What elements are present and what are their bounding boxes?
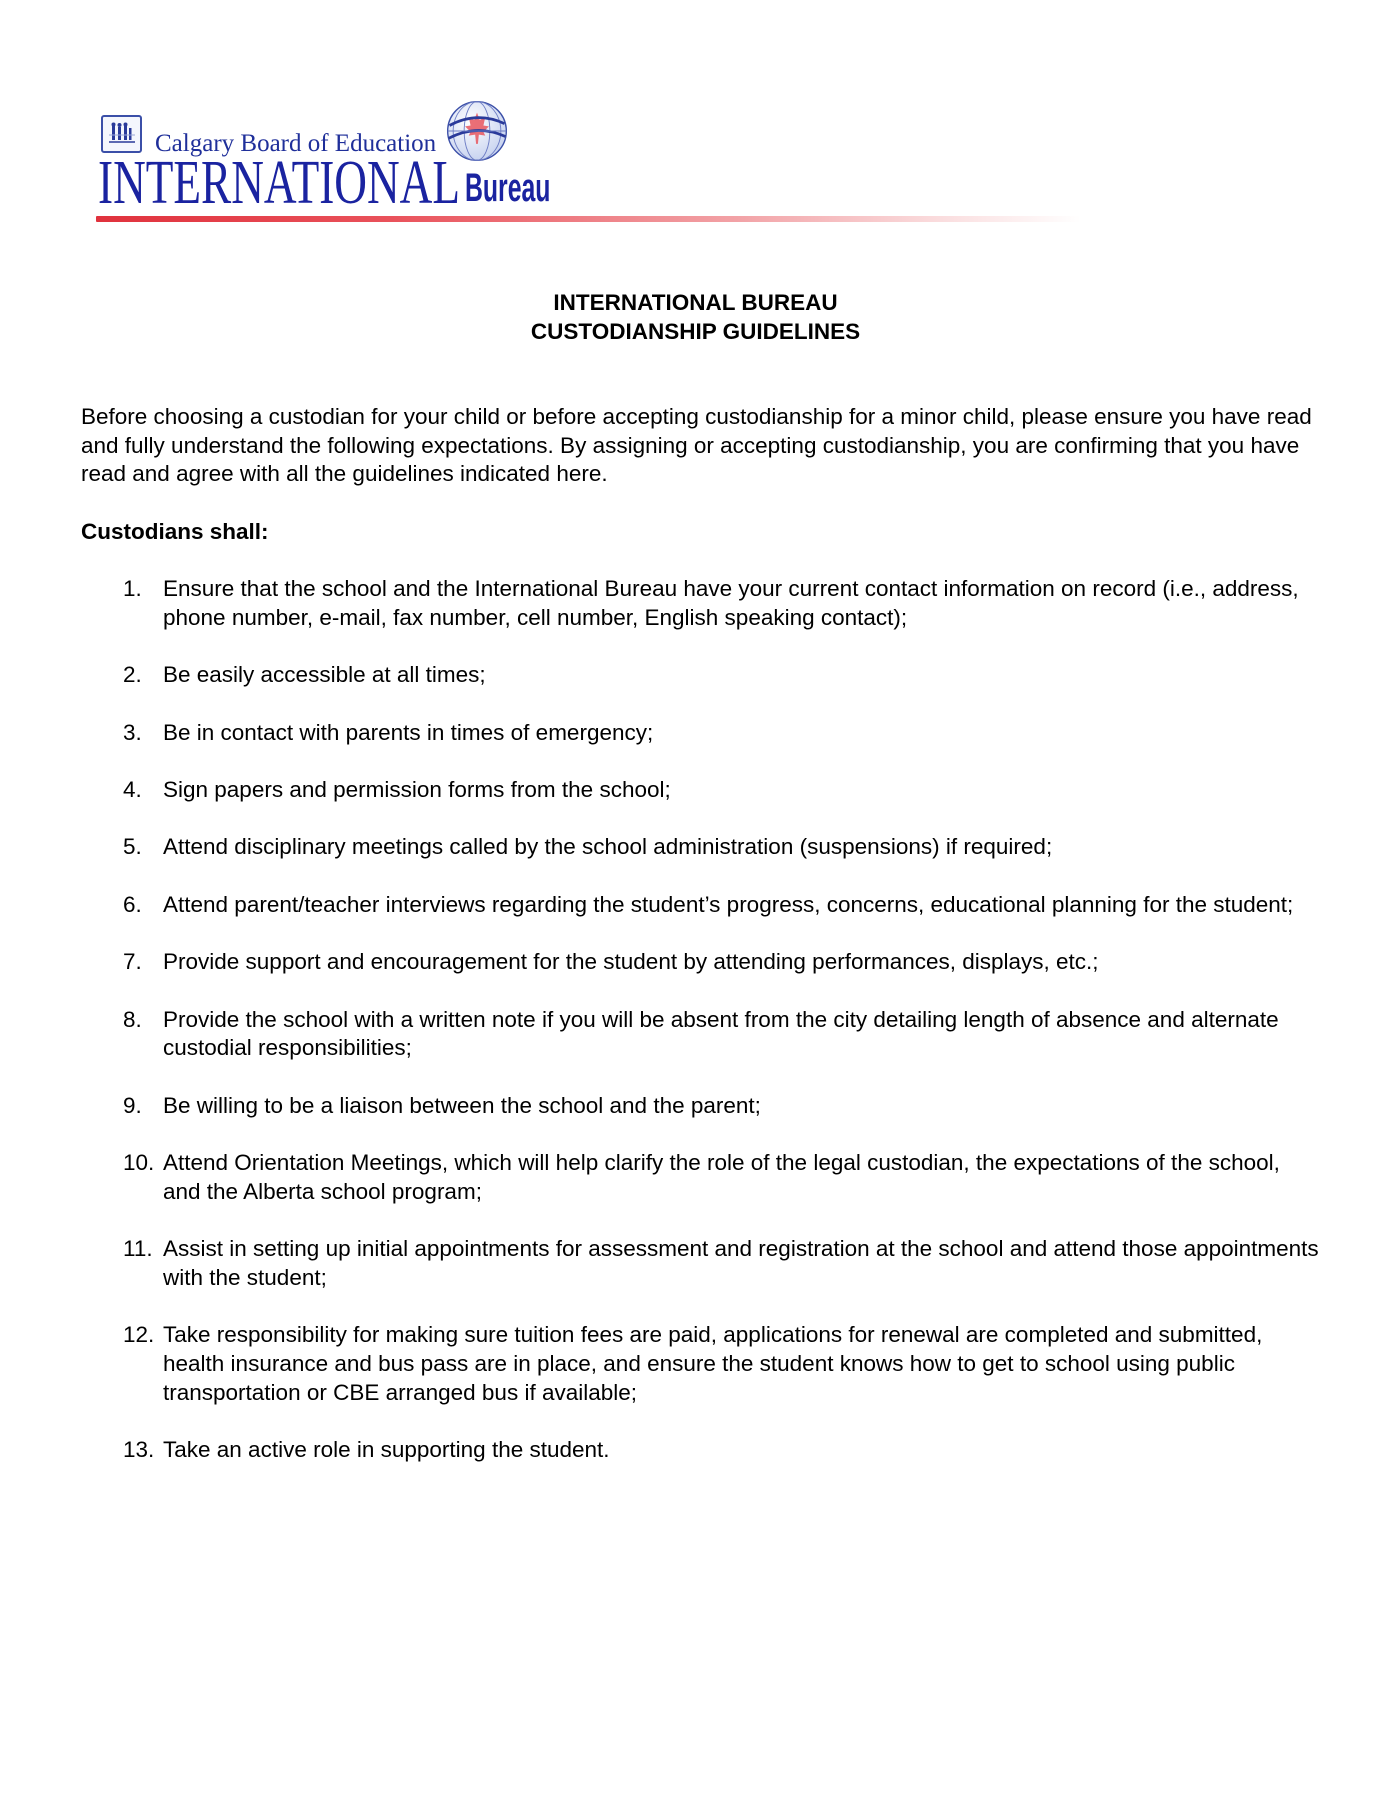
title-line-1: INTERNATIONAL BUREAU <box>553 290 838 315</box>
list-item <box>81 719 1321 748</box>
item-number: 12. <box>123 1322 155 1348</box>
item-number: 9. <box>123 1092 142 1118</box>
item-number: 3. <box>123 719 142 745</box>
logo-wordmark: INTERNATIONAL <box>98 154 461 212</box>
document-title <box>0 289 1391 346</box>
item-text: Be easily accessible at all times; <box>163 662 486 688</box>
logo-suffix: Bureau <box>465 168 551 208</box>
list-item <box>81 1092 1321 1121</box>
logo-word-row <box>98 154 551 212</box>
item-text: Sign papers and permission forms from the school; <box>163 777 671 803</box>
list-item <box>81 891 1321 920</box>
list-item <box>81 833 1321 862</box>
item-number: 1. <box>123 576 142 602</box>
list-item <box>81 1149 1321 1206</box>
logo-wordmark-box <box>98 154 461 212</box>
item-number: 7. <box>123 949 142 975</box>
logo-suffix-box <box>465 168 551 208</box>
list-item <box>81 948 1321 977</box>
header-divider <box>96 216 1081 222</box>
document-body <box>81 403 1321 1493</box>
cbe-crest-icon <box>101 115 142 153</box>
list-item <box>81 575 1321 632</box>
item-text: Ensure that the school and the International Bureau have your current contact information on record (i.e., address, phone number, e-mail, fax number, cell number, English speaking contact); <box>163 576 1299 630</box>
list-item <box>81 1321 1321 1407</box>
list-item <box>81 661 1321 690</box>
item-number: 8. <box>123 1006 142 1032</box>
item-number: 4. <box>123 777 142 803</box>
item-text: Be in contact with parents in times of emergency; <box>163 719 654 745</box>
item-text: Attend disciplinary meetings called by the school administration (suspensions) if required; <box>163 834 1053 860</box>
item-number: 2. <box>123 662 142 688</box>
item-text: Provide the school with a written note if you will be absent from the city detailing length of absence and alternate custodial responsibilities; <box>163 1006 1279 1061</box>
item-text: Be willing to be a liaison between the school and the parent; <box>163 1092 761 1118</box>
item-text: Attend Orientation Meetings, which will help clarify the role of the legal custodian, the expectations of the school, and the Alberta school program; <box>163 1150 1280 1204</box>
section-subheading: Custodians shall: <box>81 518 269 544</box>
list-item <box>81 1006 1321 1063</box>
cbe-international-bureau-logo <box>96 98 1096 228</box>
org-name: Calgary Board of Education <box>155 130 437 157</box>
item-text: Assist in setting up initial appointments for assessment and registration at the school and attend those appointments with the student; <box>163 1236 1319 1290</box>
item-text: Take responsibility for making sure tuition fees are paid, applications for renewal are completed and submitted, health insurance and bus pass are in place, and ensure the student knows how to get to school using public transportation or CBE arranged bus if available; <box>163 1322 1263 1405</box>
item-number: 10. <box>123 1150 155 1176</box>
list-item <box>81 1436 1321 1465</box>
item-number: 6. <box>123 891 142 917</box>
guidelines-list <box>81 575 1321 1465</box>
item-number: 5. <box>123 834 142 860</box>
title-line-2: CUSTODIANSHIP GUIDELINES <box>530 318 861 344</box>
item-text: Provide support and encouragement for the student by attending performances, displays, etc.; <box>163 949 1099 975</box>
item-text: Attend parent/teacher interviews regarding the student’s progress, concerns, educational planning for the student; <box>163 891 1294 917</box>
item-number: 11. <box>123 1236 153 1262</box>
intro-paragraph: Before choosing a custodian for your child or before accepting custodianship for a minor child, please ensure you have read and fully understand the following expectations. By assigning or accepting custodianship, you are confirming that you have read and agree with all the guidelines indicated here. <box>81 404 1312 487</box>
list-item <box>81 776 1321 805</box>
list-item <box>81 1235 1321 1292</box>
item-number: 13. <box>123 1437 155 1463</box>
item-text: Take an active role in supporting the student. <box>163 1437 610 1463</box>
